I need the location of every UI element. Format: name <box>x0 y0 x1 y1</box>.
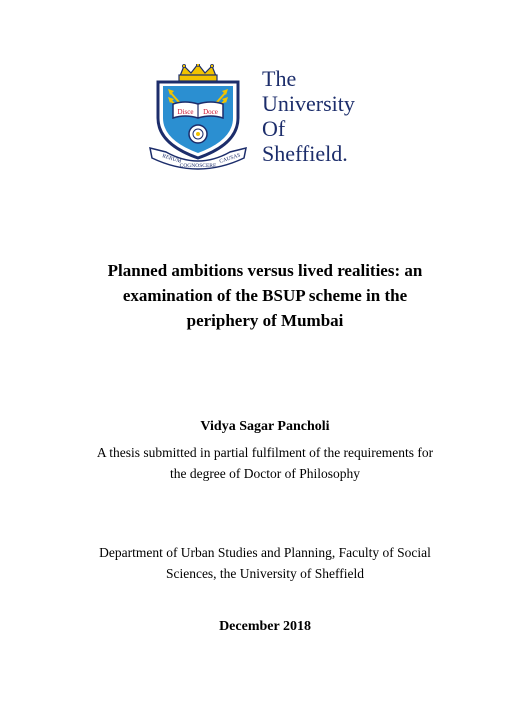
university-name-line-3: Of <box>262 116 286 141</box>
thesis-title <box>0 258 530 333</box>
university-name-line-2: University <box>262 91 355 116</box>
author-name: Vidya Sagar Pancholi <box>200 419 330 434</box>
motto-word-1: RERUM <box>161 153 182 165</box>
department-line-2: Sciences, the University of Sheffield <box>165 566 365 581</box>
crown-icon <box>179 64 217 81</box>
book-text-left: Disce <box>177 108 194 116</box>
rose-icon <box>189 125 207 143</box>
thesis-title-line-2: examination of the BSUP scheme in the <box>122 286 408 305</box>
degree-statement <box>0 442 530 484</box>
motto-word-2: COGNOSCERE <box>179 163 217 169</box>
department-affiliation <box>0 542 530 584</box>
submission-date: December 2018 <box>219 619 311 634</box>
university-name-line-1: The <box>262 66 297 91</box>
university-logo <box>148 64 388 174</box>
department-line-1: Department of Urban Studies and Planning, Faculty of Social <box>99 545 431 560</box>
book-text-right: Doce <box>203 108 218 116</box>
degree-statement-line-1: A thesis submitted in partial fulfilment of the requirements for <box>96 445 434 460</box>
university-crest-icon <box>148 64 248 174</box>
university-name-line-4: Sheffield. <box>262 141 348 166</box>
university-wordmark <box>262 66 355 166</box>
degree-statement-line-2: the degree of Doctor of Philosophy <box>169 466 361 481</box>
motto-word-3: CAUSAS <box>218 152 242 165</box>
book-icon <box>173 102 223 118</box>
thesis-title-line-1: Planned ambitions versus lived realities: an <box>107 261 423 280</box>
thesis-title-line-3: periphery of Mumbai <box>186 311 344 330</box>
